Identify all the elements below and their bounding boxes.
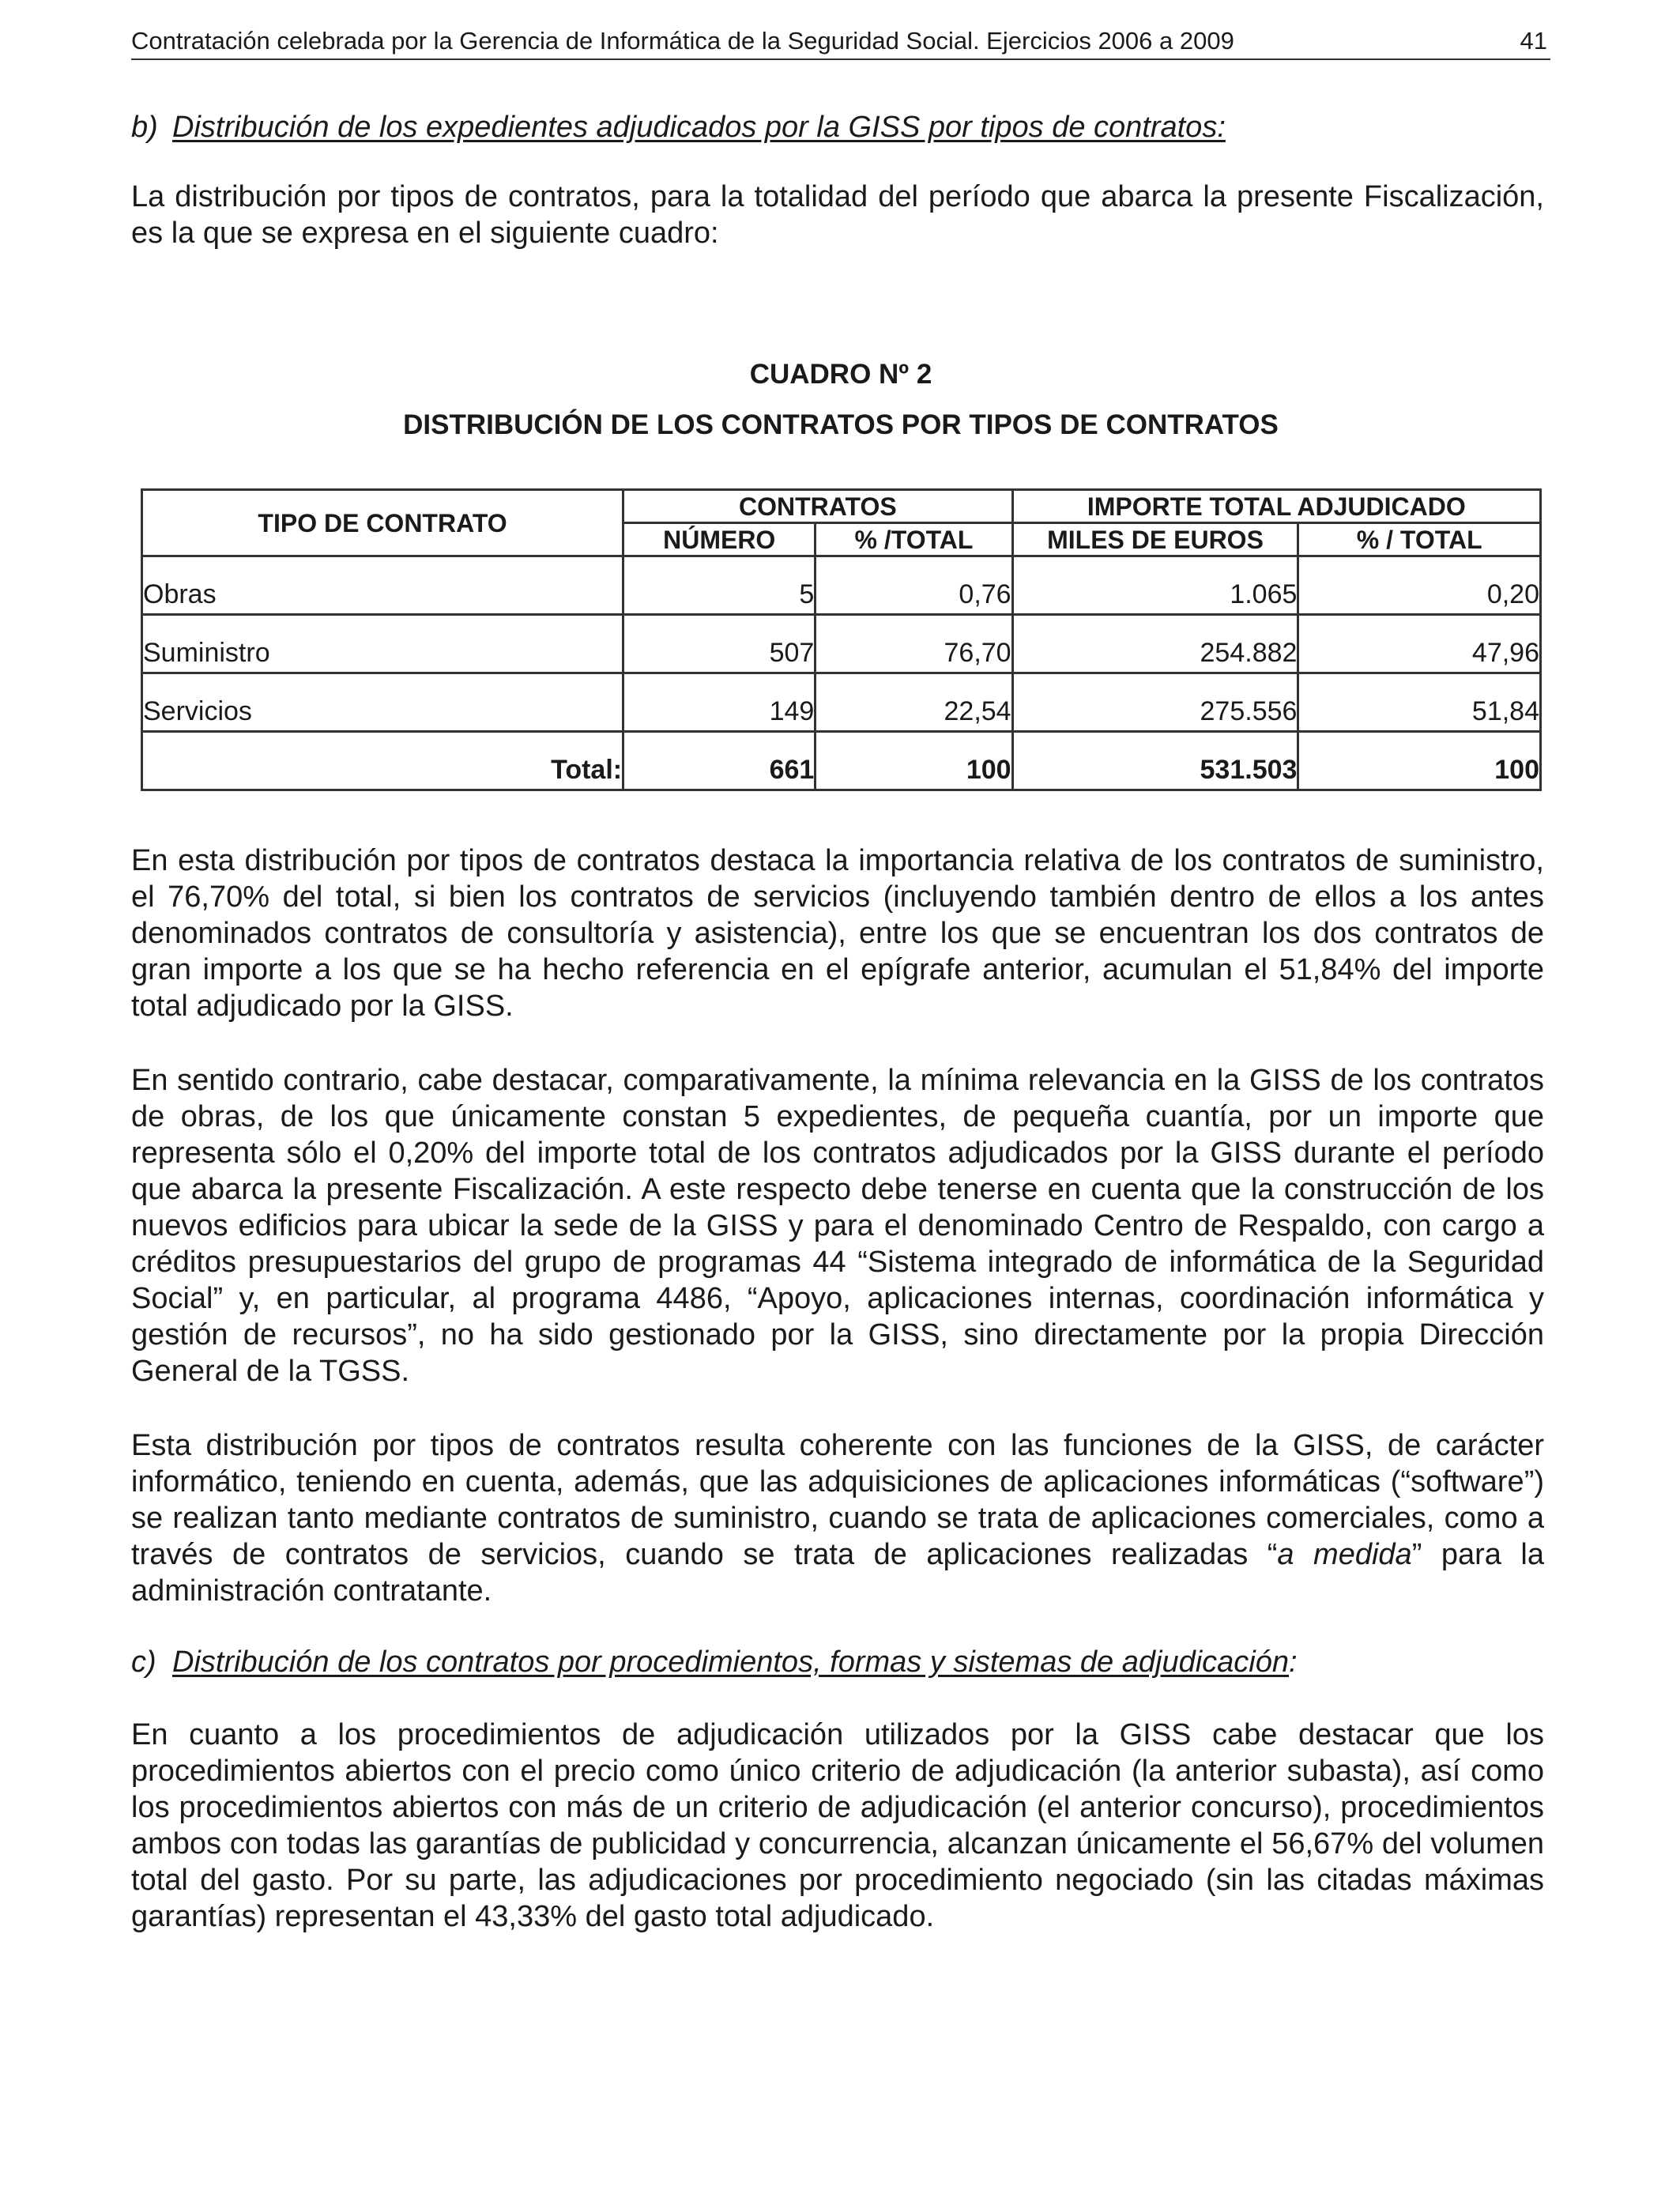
cell-miles: 275.556: [1012, 673, 1298, 732]
cell-numero: 5: [623, 556, 816, 615]
cell-pct-importe: 51,84: [1298, 673, 1541, 732]
paragraph-procedimientos: En cuanto a los procedimientos de adjudicación utilizados por la GISS cabe destacar que los procedimientos abiertos con el precio como único criterio de adjudicación (la anterior subasta), así como los procedimientos abiertos con más de un criterio de adjudicación (el anterior concurso), procedimientos ambos con todas las garantías de publicidad y concurrencia, alcanzan únicamente el 56,67% del volumen total del gasto. Por su parte, las adjudicaciones por procedimiento negociado (sin las citadas máximas garantías) representan el 43,33% del gasto total adjudicado.: [131, 1718, 1544, 1933]
page-number: 41: [1520, 27, 1547, 55]
header-pct-total-contratos: % /TOTAL: [816, 523, 1012, 556]
cell-pct: 0,76: [816, 556, 1012, 615]
cell-tipo: Suministro: [142, 615, 623, 673]
header-numero: NÚMERO: [623, 523, 816, 556]
cell-tipo: Obras: [142, 556, 623, 615]
paragraph-suministro: En esta distribución por tipos de contratos destaca la importancia relativa de los contratos de suministro, el 76,70% del total, si bien los contratos de servicios (incluyendo también dentro de ellos a los antes denominados contratos de consultoría y asistencia), entre los que se encuentran los dos contratos de gran importe a los que se ha hecho referencia en el epígrafe anterior, acumulan el 51,84% del importe total adjudicado por la GISS.: [131, 844, 1544, 1023]
section-c-title: Distribución de los contratos por procedimientos, formas y sistemas de adjudicación: [172, 1646, 1289, 1679]
paragraph-software-end: ” para la administración contratante.: [131, 1538, 1544, 1608]
paragraph-software: [131, 1427, 1544, 1609]
cell-pct-importe: 47,96: [1298, 615, 1541, 673]
cell-pct-importe: 0,20: [1298, 556, 1541, 615]
page-header: [131, 27, 1550, 60]
table-header-row: [142, 490, 1541, 523]
header-pct-total-importe: % / TOTAL: [1298, 523, 1541, 556]
section-b-letter: b): [131, 111, 158, 144]
section-c-colon: :: [1289, 1646, 1298, 1679]
header-contratos: CONTRATOS: [623, 490, 1013, 523]
cell-miles: 254.882: [1012, 615, 1298, 673]
cell-pct: 22,54: [816, 673, 1012, 732]
header-tipo-contrato: TIPO DE CONTRATO: [142, 490, 623, 556]
table-row: [142, 615, 1541, 673]
cell-tipo: Servicios: [142, 673, 623, 732]
section-b-heading: [131, 109, 1550, 145]
table-number: CUADRO Nº 2: [749, 359, 932, 390]
table-title: DISTRIBUCIÓN DE LOS CONTRATOS POR TIPOS DE CONTRATOS: [403, 409, 1279, 440]
section-c-letter: c): [131, 1646, 156, 1679]
cell-numero: 149: [623, 673, 816, 732]
table-row: [142, 673, 1541, 732]
intro-paragraph: La distribución por tipos de contratos, para la totalidad del período que abarca la presente Fiscalización, es la que se expresa en el siguiente cuadro:: [131, 180, 1544, 250]
total-miles: 531.503: [1012, 732, 1298, 790]
total-numero: 661: [623, 732, 816, 790]
contracts-table: [141, 488, 1542, 791]
section-c-heading: [131, 1644, 1550, 1680]
section-b-title: Distribución de los expedientes adjudicados por la GISS por tipos de contratos:: [172, 111, 1226, 144]
paragraph-obras: En sentido contrario, cabe destacar, comparativamente, la mínima relevancia en la GISS de los contratos de obras, de los que únicamente constan 5 expedientes, de pequeña cuantía, por un importe que representa sólo el 0,20% del importe total de los contratos adjudicados por la GISS durante el período que abarca la presente Fiscalización. A este respecto debe tenerse en cuenta que la construcción de los nuevos edificios para ubicar la sede de la GISS y para el denominado Centro de Respaldo, con cargo a créditos presupuestarios del grupo de programas 44 “Sistema integrado de informática de la Seguridad Social” y, en particular, al programa 4486, “Apoyo, aplicaciones internas, coordinación informática y gestión de recursos”, no ha sido gestionado por la GISS, sino directamente por la propia Dirección General de la TGSS.: [131, 1064, 1544, 1388]
header-importe-total: IMPORTE TOTAL ADJUDICADO: [1012, 490, 1540, 523]
cell-pct: 76,70: [816, 615, 1012, 673]
total-pct-importe: 100: [1298, 732, 1541, 790]
paragraph-software-text: Esta distribución por tipos de contratos resulta coherente con las funciones de la GISS, de carácter informático, teniendo en cuenta, además, que las adquisiciones de aplicaciones informáticas (“software”) se realizan tanto mediante contratos de suministro, cuando se trata de aplicaciones comerciales, como a través de contratos de servicios, cuando se trata de aplicaciones realizadas “: [131, 1429, 1544, 1571]
total-label: Total:: [142, 732, 623, 790]
table-row: [142, 556, 1541, 615]
total-pct: 100: [816, 732, 1012, 790]
header-title: Contratación celebrada por la Gerencia de Informática de la Seguridad Social. Ejercicios 2006 a 2009: [131, 27, 1234, 55]
cell-numero: 507: [623, 615, 816, 673]
table-total-row: [142, 732, 1541, 790]
cell-miles: 1.065: [1012, 556, 1298, 615]
paragraph-software-italic: a medida: [1277, 1538, 1412, 1571]
header-miles-euros: MILES DE EUROS: [1012, 523, 1298, 556]
